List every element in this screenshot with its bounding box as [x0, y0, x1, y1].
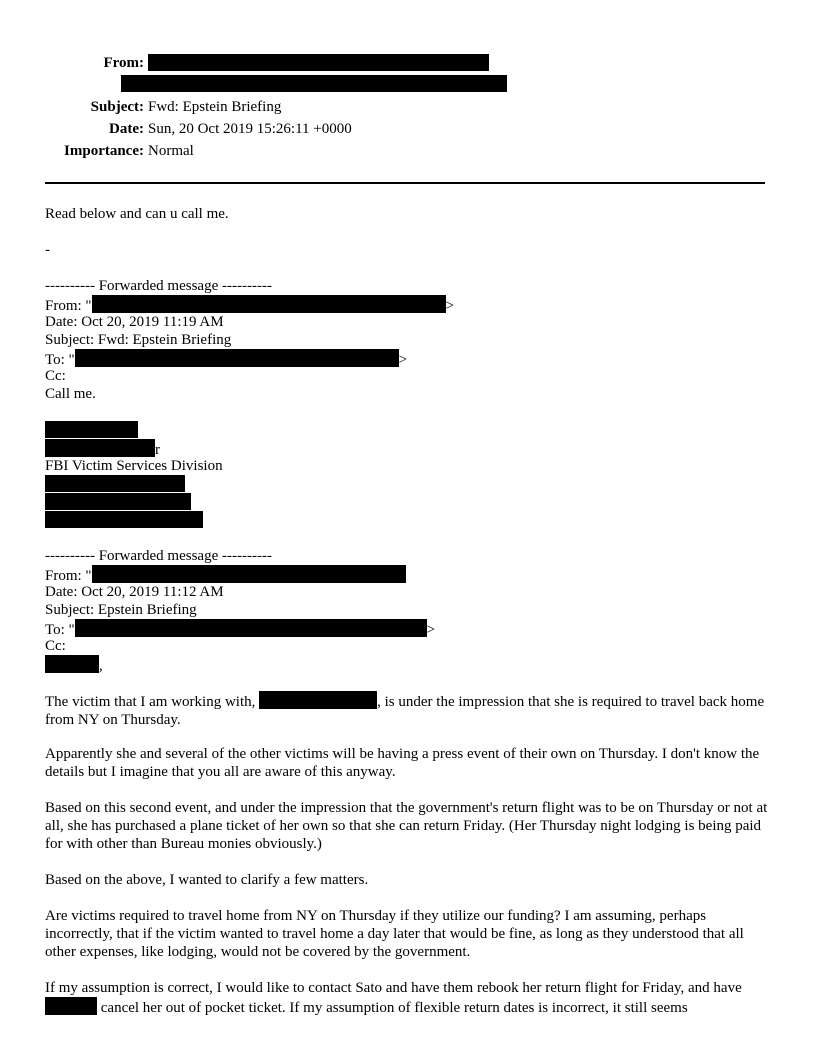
greeting-comma: ,	[99, 658, 103, 674]
forward1-cc: Cc:	[45, 368, 66, 384]
signature-title-suffix: r	[155, 442, 160, 458]
signature-title	[45, 439, 160, 459]
date-label: Date:	[109, 121, 144, 137]
importance-label: Importance:	[64, 143, 144, 159]
redacted-signature-title	[45, 439, 155, 457]
redacted-signature-line2	[45, 493, 191, 510]
forward1-date: Date: Oct 20, 2019 11:19 AM	[45, 314, 224, 330]
dash-text: -	[45, 242, 50, 258]
intro-text: Read below and can u call me.	[45, 206, 229, 222]
redacted-person-name	[45, 997, 97, 1015]
forward1-subject: Subject: Fwd: Epstein Briefing	[45, 332, 232, 348]
date-value: Sun, 20 Oct 2019 15:26:11 +0000	[148, 121, 352, 137]
redacted-signature-line3	[45, 511, 203, 528]
redacted-signature-name	[45, 421, 138, 438]
forward2-from-prefix: From: "	[45, 568, 92, 584]
forward1-to-prefix: To: "	[45, 352, 75, 368]
from-label: From:	[103, 55, 144, 71]
forward1-to	[45, 349, 407, 369]
forward2-to	[45, 619, 435, 639]
paragraph-1-part-a: The victim that I am working with,	[45, 694, 260, 710]
forward1-from-prefix: From: "	[45, 298, 92, 314]
forward1-from-suffix: >	[445, 298, 455, 314]
forward1-separator: ---------- Forwarded message ----------	[45, 278, 272, 294]
redacted-forward1-recipient	[75, 349, 399, 367]
subject-value: Fwd: Epstein Briefing	[148, 99, 282, 115]
redacted-from-line1	[148, 54, 489, 71]
forward2-to-prefix: To: "	[45, 622, 75, 638]
paragraph-4: Based on the above, I wanted to clarify a few matters.	[45, 872, 369, 888]
subject-label: Subject:	[90, 99, 144, 115]
forward1-from	[45, 295, 454, 315]
redacted-forward1-sender	[92, 295, 446, 313]
redacted-signature-line1	[45, 475, 185, 492]
redacted-forward2-sender	[92, 565, 406, 583]
paragraph-6-part-a: If my assumption is correct, I would like to contact Sato and have them rebook her return flight for Friday, and have	[45, 980, 742, 996]
forward2-greeting	[45, 655, 103, 675]
paragraph-6-part-b: cancel her out of pocket ticket. If my assumption of flexible return dates is incorrect, it still seems	[97, 1000, 688, 1016]
paragraph-5: Are victims required to travel home from NY on Thursday if they utilize our funding? I am assuming, perhaps incorrectly, that if the victim wanted to travel home a day later that would be fine, as long as they understood that all other expenses, like lodging, would not be covered by the government.	[45, 908, 744, 960]
paragraph-3: Based on this second event, and under the impression that the government's return flight was to be on Thursday or not at all, she has purchased a plane ticket of her own so that she can return Friday. (Her Thursday night lodging is being paid for with other than Bureau monies obviously.)	[45, 800, 768, 852]
forward2-cc: Cc:	[45, 638, 66, 654]
redacted-victim-name	[259, 691, 377, 709]
forward2-to-suffix: >	[426, 622, 436, 638]
forward2-from	[45, 565, 406, 585]
forward1-to-suffix: >	[398, 352, 408, 368]
forward1-message: Call me.	[45, 386, 96, 402]
forward2-separator: ---------- Forwarded message ----------	[45, 548, 272, 564]
importance-value: Normal	[148, 143, 194, 159]
paragraph-2: Apparently she and several of the other victims will be having a press event of their own on Thursday. I don't know the details but I imagine that you all are aware of this anyway.	[45, 746, 760, 780]
header-divider	[45, 182, 765, 184]
redacted-from-line2	[121, 75, 507, 92]
paragraph-6	[45, 979, 773, 1017]
redacted-forward2-recipient	[75, 619, 427, 637]
forward2-date: Date: Oct 20, 2019 11:12 AM	[45, 584, 224, 600]
paragraph-1-part-b: , is under the impression that she is required to travel back home from NY on Thursday.	[45, 694, 765, 728]
forward2-subject: Subject: Epstein Briefing	[45, 602, 197, 618]
redacted-greeting-name	[45, 655, 99, 673]
signature-division: FBI Victim Services Division	[45, 458, 223, 474]
paragraph-1	[45, 691, 773, 729]
